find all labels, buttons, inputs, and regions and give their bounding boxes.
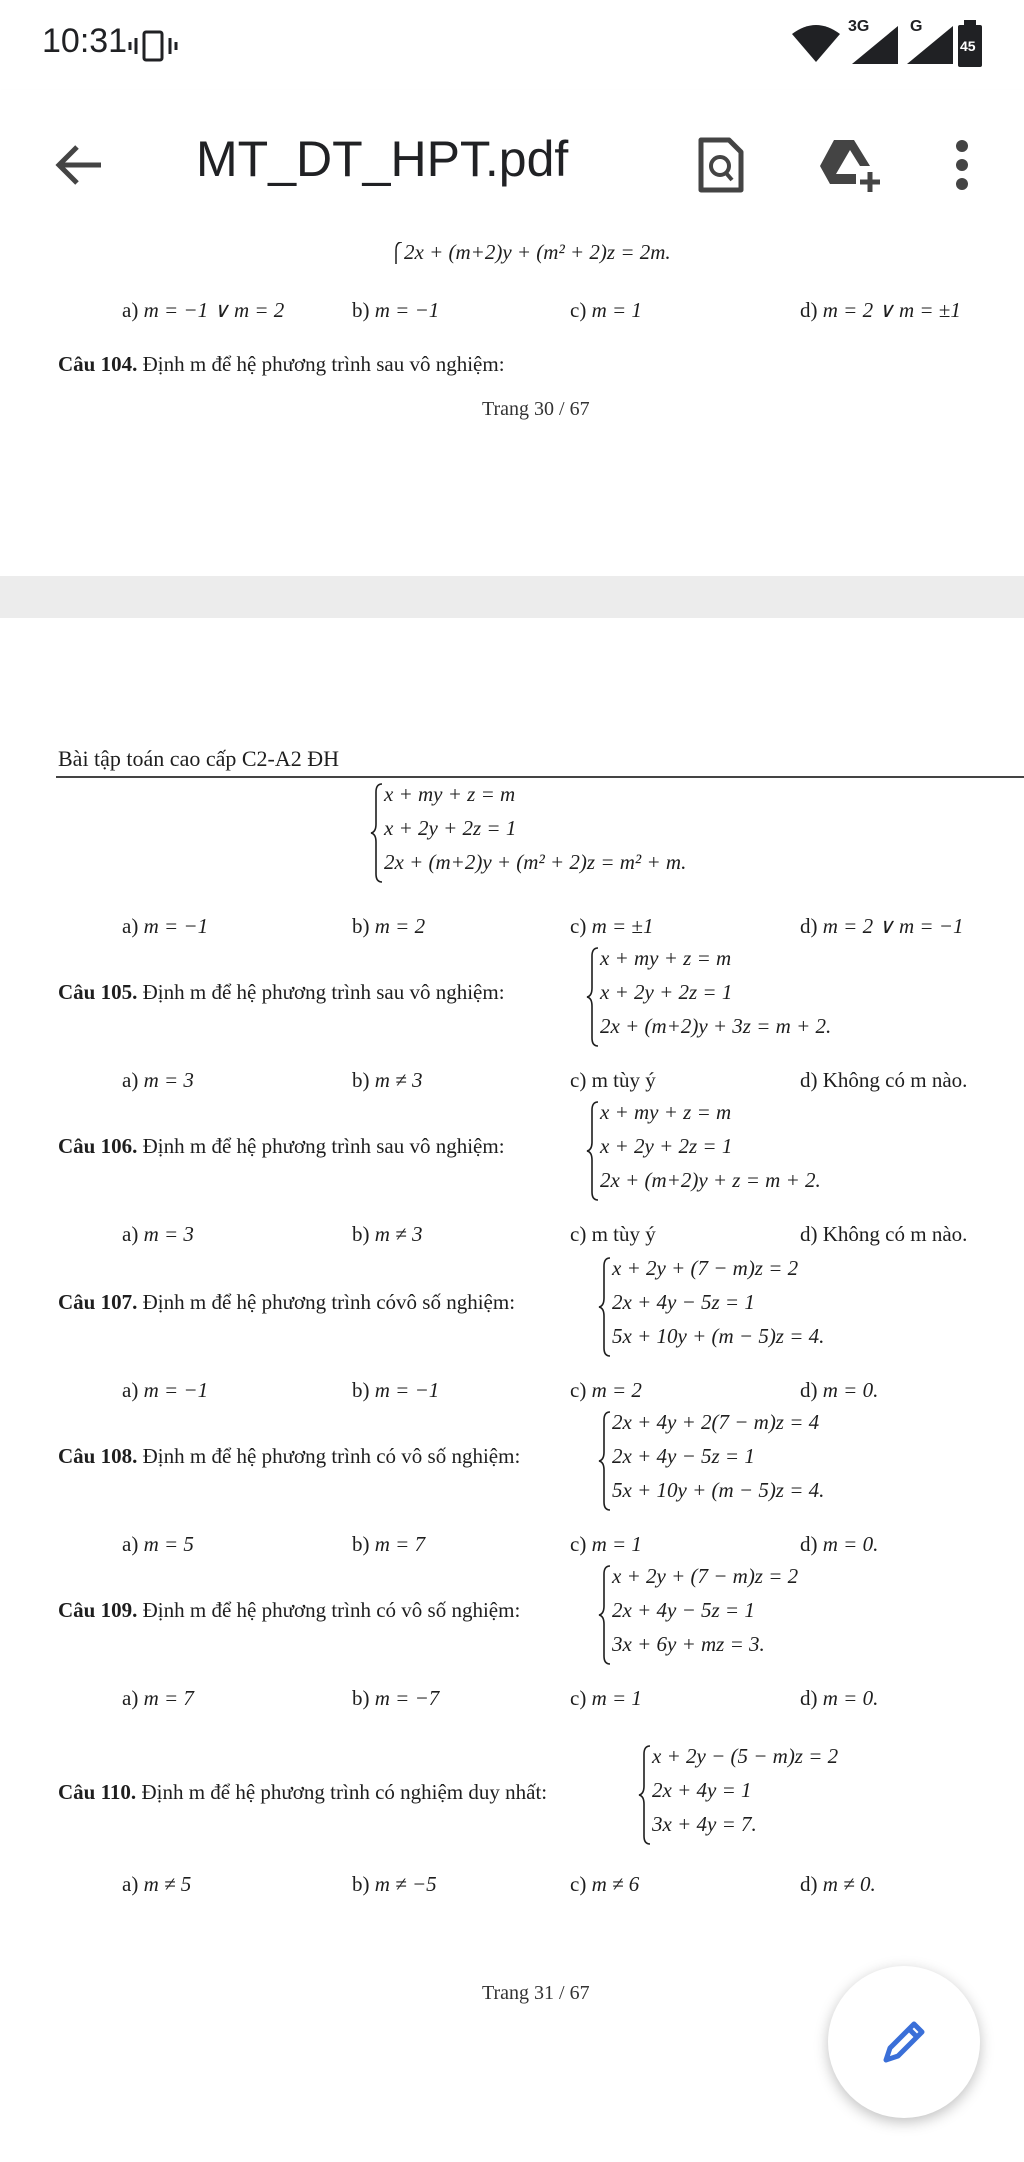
document-title: MT_DT_HPT.pdf	[196, 131, 569, 187]
q107-option-b: b) m = −1	[352, 1378, 440, 1402]
brace-icon	[638, 1744, 652, 1846]
q110-system	[638, 1744, 938, 1846]
back-arrow-icon	[53, 143, 105, 187]
signal-icon-1	[850, 22, 900, 66]
equation-line: 2x + (m+2)y + (m² + 2)z = 2m.	[404, 240, 671, 264]
header-rule	[56, 776, 1024, 778]
brace-icon	[586, 946, 600, 1048]
question-106: Câu 106. Định m để hệ phương trình sau vô nghiệm:	[58, 1134, 505, 1158]
q105-option-c: c) m tùy ý	[570, 1068, 656, 1092]
brace-icon	[598, 1564, 612, 1666]
edit-fab-button[interactable]	[828, 1966, 980, 2118]
equation-2: 2x + 4y = 1	[652, 1778, 752, 1802]
question-105: Câu 105. Định m để hệ phương trình sau vô nghiệm:	[58, 980, 505, 1004]
equation-2: x + 2y + 2z = 1	[384, 816, 517, 840]
pdf-page-30	[0, 240, 1024, 576]
q107-option-c: c) m = 2	[570, 1378, 642, 1402]
battery-level: 45	[960, 38, 976, 54]
question-110: Câu 110. Định m để hệ phương trình có nghiệm duy nhất:	[58, 1780, 548, 1804]
page-number-30: Trang 30 / 67	[482, 398, 590, 420]
q108-option-b: b) m = 7	[352, 1532, 426, 1556]
signal-icon-2	[905, 22, 955, 66]
network-3g-label: 3G	[848, 18, 870, 35]
equation-3: 3x + 4y = 7.	[652, 1812, 757, 1836]
q105-system	[586, 946, 886, 1048]
q107-option-d: d) m = 0.	[800, 1378, 879, 1402]
brace-icon	[598, 1256, 612, 1358]
more-vert-icon	[955, 139, 969, 191]
page-separator	[0, 576, 1024, 618]
q107-system	[598, 1256, 898, 1358]
add-to-drive-button[interactable]	[810, 130, 890, 200]
q104-option-b: b) m = 2	[352, 914, 426, 938]
brace-icon	[586, 1100, 600, 1202]
more-options-button[interactable]	[942, 130, 982, 200]
equation-2: 2x + 4y − 5z = 1	[612, 1444, 755, 1468]
q110-option-d: d) m ≠ 0.	[800, 1872, 876, 1896]
q106-option-d: d) Không có m nào.	[800, 1222, 968, 1246]
vibrate-icon	[126, 26, 182, 66]
page-number-31: Trang 31 / 67	[482, 1982, 590, 2004]
q106-option-c: c) m tùy ý	[570, 1222, 656, 1246]
option-d: d) m = 2 ∨ m = ±1	[800, 298, 961, 322]
option-b: b) m = −1	[352, 298, 440, 322]
brace-icon	[370, 782, 384, 884]
option-c: c) m = 1	[570, 298, 642, 322]
q110-option-b: b) m ≠ −5	[352, 1872, 437, 1896]
q110-option-c: c) m ≠ 6	[570, 1872, 640, 1896]
brace-icon	[598, 1410, 612, 1512]
wifi-icon	[790, 22, 842, 66]
add-to-drive-icon	[816, 136, 884, 194]
app-bar	[0, 90, 1024, 241]
equation-3: 5x + 10y + (m − 5)z = 4.	[612, 1324, 825, 1348]
q109-option-b: b) m = −7	[352, 1686, 440, 1710]
option-a: a) m = −1 ∨ m = 2	[122, 298, 285, 322]
equation-3: 2x + (m+2)y + 3z = m + 2.	[600, 1014, 832, 1038]
q109-option-d: d) m = 0.	[800, 1686, 879, 1710]
question-109: Câu 109. Định m để hệ phương trình có vô số nghiệm:	[58, 1598, 521, 1622]
q104-system	[370, 782, 770, 884]
brace-fragment	[392, 242, 404, 266]
equation-1: x + my + z = m	[600, 946, 732, 970]
q109-option-a: a) m = 7	[122, 1686, 194, 1710]
network-g-label: G	[910, 18, 923, 35]
equation-2: 2x + 4y − 5z = 1	[612, 1290, 755, 1314]
q108-option-c: c) m = 1	[570, 1532, 642, 1556]
equation-2: x + 2y + 2z = 1	[600, 980, 733, 1004]
equation-1: x + 2y + (7 − m)z = 2	[612, 1564, 799, 1588]
q105-option-b: b) m ≠ 3	[352, 1068, 423, 1092]
q106-option-b: b) m ≠ 3	[352, 1222, 423, 1246]
q108-option-a: a) m = 5	[122, 1532, 194, 1556]
equation-2: x + 2y + 2z = 1	[600, 1134, 733, 1158]
equation-1: x + 2y + (7 − m)z = 2	[612, 1256, 799, 1280]
equation-3: 2x + (m+2)y + z = m + 2.	[600, 1168, 821, 1192]
q106-option-a: a) m = 3	[122, 1222, 194, 1246]
pencil-icon	[876, 2014, 932, 2070]
equation-3: 5x + 10y + (m − 5)z = 4.	[612, 1478, 825, 1502]
status-bar	[0, 0, 1024, 90]
question-108: Câu 108. Định m để hệ phương trình có vô số nghiệm:	[58, 1444, 521, 1468]
q105-option-d: d) Không có m nào.	[800, 1068, 968, 1092]
page-header: Bài tập toán cao cấp C2-A2 ĐH	[58, 746, 340, 771]
q105-option-a: a) m = 3	[122, 1068, 194, 1092]
search-document-icon	[697, 136, 745, 194]
back-button[interactable]	[44, 130, 114, 200]
question-104: Câu 104. Định m để hệ phương trình sau vô nghiệm:	[58, 352, 505, 376]
equation-1: x + 2y − (5 − m)z = 2	[652, 1744, 839, 1768]
q104-option-c: c) m = ±1	[570, 914, 654, 938]
equation-1: 2x + 4y + 2(7 − m)z = 4	[612, 1410, 820, 1434]
q109-option-c: c) m = 1	[570, 1686, 642, 1710]
q109-system	[598, 1564, 898, 1666]
equation-2: 2x + 4y − 5z = 1	[612, 1598, 755, 1622]
question-107: Câu 107. Định m để hệ phương trình cóvô số nghiệm:	[58, 1290, 516, 1314]
pdf-page-31	[0, 618, 1024, 2162]
equation-3: 2x + (m+2)y + (m² + 2)z = m² + m.	[384, 850, 687, 874]
equation-1: x + my + z = m	[384, 782, 516, 806]
q108-system	[598, 1410, 898, 1512]
q107-option-a: a) m = −1	[122, 1378, 209, 1402]
equation-1: x + my + z = m	[600, 1100, 732, 1124]
q104-option-d: d) m = 2 ∨ m = −1	[800, 914, 964, 938]
search-button[interactable]	[686, 130, 756, 200]
q104-option-a: a) m = −1	[122, 914, 209, 938]
q106-system	[586, 1100, 886, 1202]
q110-option-a: a) m ≠ 5	[122, 1872, 192, 1896]
q108-option-d: d) m = 0.	[800, 1532, 879, 1556]
status-time: 10:31	[42, 22, 128, 60]
equation-3: 3x + 6y + mz = 3.	[612, 1632, 765, 1656]
